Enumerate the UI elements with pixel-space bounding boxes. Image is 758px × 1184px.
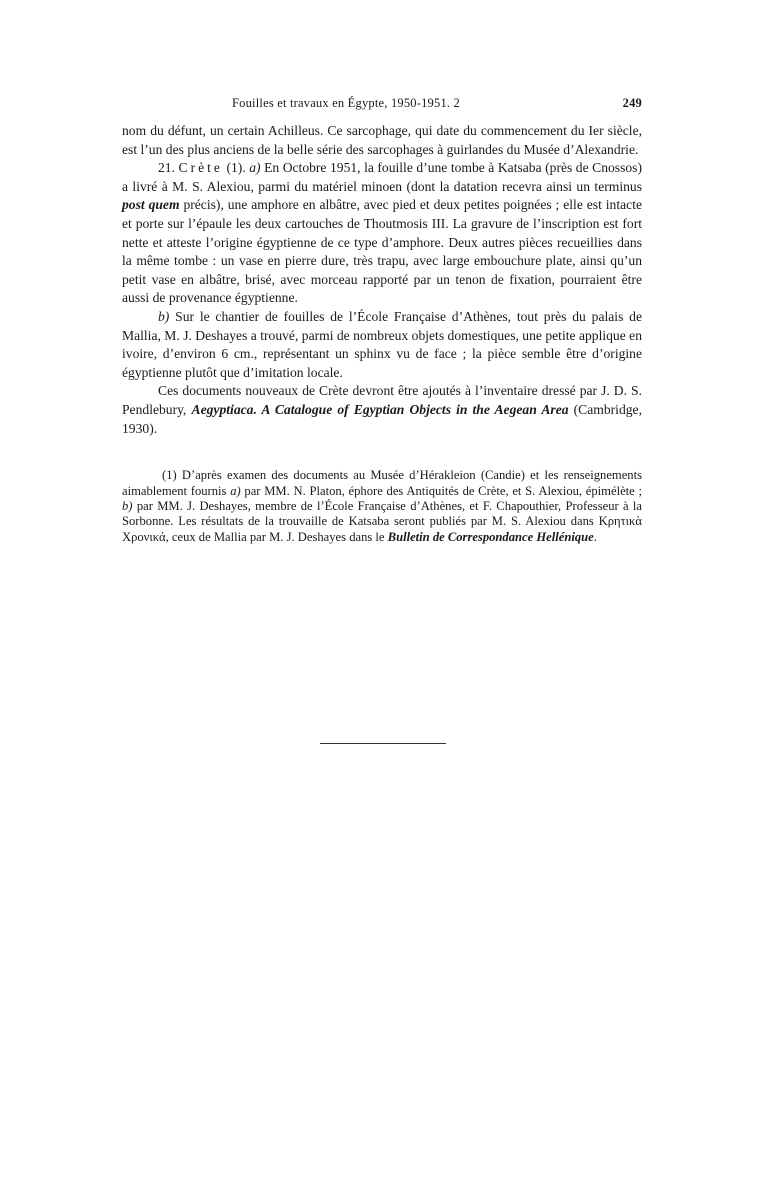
crete-a-text-1: En Octobre 1951, la fouille d’une tombe à Katsaba (près de Cnossos) a livré à M. S. Alexiou, parmi du matériel minoen (dont la datation recevra ainsi un terminus	[122, 160, 643, 194]
catalogue-title: Aegyptiaca. A Catalogue of Egyptian Objects in the Aegean Area	[191, 401, 569, 417]
running-head	[122, 94, 642, 116]
page	[122, 94, 642, 545]
footnote-text-1: D’après examen des documents au Musée d’Hérakleion (Candie) et les renseignements aimablement fournis	[122, 468, 642, 498]
item-a-label: a)	[249, 160, 261, 176]
running-head-title: Fouilles et travaux en Égypte, 1950-1951. 2	[232, 96, 461, 110]
item-b-label: b)	[158, 308, 170, 324]
footnote-ref: (1)	[226, 160, 243, 176]
section-number: 21.	[158, 160, 175, 176]
footnote-marker: (1)	[162, 468, 177, 483]
end-rule	[320, 743, 446, 744]
footnote-text-3: par MM. J. Deshayes, membre de l’École Française d’Athènes, et F. Chapouthier, Professeur à la Sorbonne. Les résultats de la trouvaille de Katsaba seront publiés par M. S. Alexiou dans Κρητικὰ Χρονικά, ceux de Mallia par M. J. Deshayes dans le	[122, 498, 642, 544]
main-text	[122, 122, 642, 438]
footnote-text-2: par MM. N. Platon, éphore des Antiquités de Crète, et S. Alexiou, épimélète ;	[240, 483, 642, 498]
documents-text-1: Ces documents nouveaux de Crète devront être ajoutés à l’inventaire dressé par J. D. S. Pendlebury,	[122, 383, 642, 417]
section-place: Crète	[178, 160, 223, 176]
page-number: 249	[622, 96, 642, 110]
footnote-a-label: a)	[230, 483, 241, 498]
paragraph-crete-a: 21. Crète (1). a) En Octobre 1951, la fouille d’une tombe à Katsaba (près de Cnossos) a livré à M. S. Alexiou, parmi du matériel minoen (dont la datation recevra ainsi un terminus post quem précis), une amphore en albâtre, avec pied et deux petites poignées ; elle est intacte et porte sur l’épaule les deux cartouches de Thoutmosis III. La gravure de l’inscription est fort nette et atteste l’origine égyptienne de ce type d’amphore. Deux autres pièces recueillies dans la même tombe : un vase en pierre dure, très trapu, avec large embouchure plate, ainsi qu’un petit vase en albâtre, brisé, avec morceau rapporté par un tenon de fixation, pourraient être aussi de provenance égyptienne.	[122, 160, 643, 306]
paragraph-documents	[122, 382, 642, 438]
crete-b-text: Sur le chantier de fouilles de l’École Française d’Athènes, tout près du palais de Mallia, M. J. Deshayes a trouvé, parmi de nombreux objets domestiques, une petite applique en ivoire, d’environ 6 cm., représentant un sphinx vu de face ; la pièce semble être d’origine égyptienne plutôt que d’imitation locale.	[122, 308, 642, 380]
crete-a-text-2: précis), une amphore en albâtre, avec pied et deux petites poignées ; elle est intacte et porte sur l’épaule les deux cartouches de Thoutmosis III. La gravure de l’inscription est fort nette et atteste l’origine égyptienne de ce type d’amphore. Deux autres pièces recueillies dans la même tombe : un vase en pierre dure, très trapu, avec large embouchure plate, ainsi qu’un petit vase en albâtre, brisé, avec morceau rapporté par un tenon de fixation, pourraient être aussi de provenance égyptienne.	[122, 197, 642, 306]
documents-text-2: (Cambridge, 1930).	[122, 401, 642, 436]
paragraph-crete-b	[122, 308, 642, 382]
bulletin-title: Bulletin de Correspondance Hellénique	[387, 529, 594, 544]
paragraph-sarcophage: nom du défunt, un certain Achilleus. Ce sarcophage, qui date du commencement du Ier siècle, est l’un des plus anciens de la belle série des sarcophages à guirlandes du Musée d’Alexandrie.	[122, 123, 642, 157]
footnote	[122, 468, 642, 545]
footnote-text-4: .	[593, 529, 597, 544]
footnote-b-label: b)	[122, 498, 133, 513]
crete-a-italic: post quem	[122, 197, 180, 213]
